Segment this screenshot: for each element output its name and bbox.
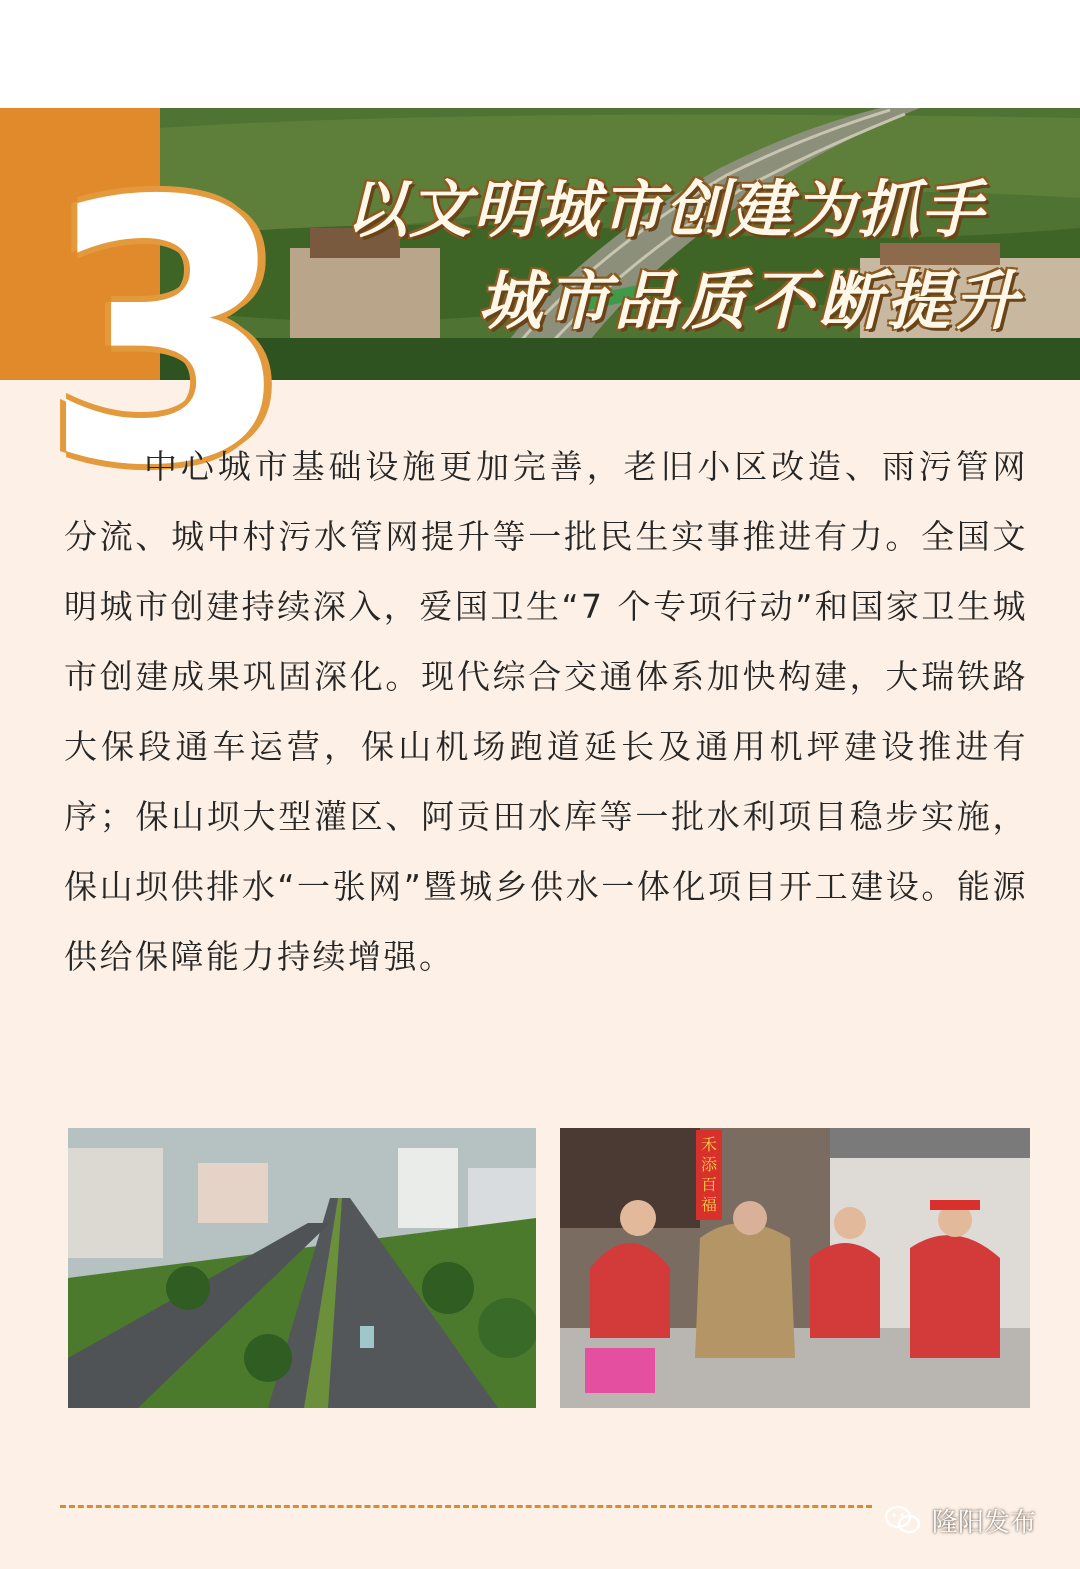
watermark (884, 1500, 1036, 1540)
couplet-char-3: 百 (700, 1175, 718, 1194)
section-number: 3 (42, 125, 283, 544)
wechat-icon (884, 1505, 922, 1535)
couplet-char-1: 禾 (700, 1135, 718, 1154)
volunteers-illustration (560, 1128, 1030, 1408)
couplet-char-4: 福 (700, 1195, 718, 1214)
watermark-text: 隆阳发布 (932, 1507, 1037, 1538)
banner-title-line-2: 城市品质不断提升 (478, 264, 1022, 339)
couplet-char-2: 添 (700, 1155, 718, 1174)
footer-dashed-divider (60, 1505, 872, 1508)
road-photo (68, 1128, 536, 1408)
banner-title-line-1: 以文明城市创建为抓手 (345, 173, 986, 246)
road-illustration (68, 1128, 536, 1408)
article-paragraph: 中心城市基础设施更加完善，老旧小区改造、雨污管网分流、城中村污水管网提升等一批民生实事推进有力。全国文明城市创建持续深入，爱国卫生“7 个专项行动”和国家卫生城市创建成果巩固深化。现代综合交通体系加快构建，大瑞铁路大保段通车运营，保山机场跑道延长及通用机坪建设推进有序；保山坝大型灌区、阿贡田水库等一批水利项目稳步实施，保山坝供排水“一张网”暨城乡供水一体化项目开工建设。能源供给保障能力持续增强。 (64, 447, 1028, 976)
volunteers-photo (560, 1128, 1030, 1408)
top-white-band (0, 0, 1080, 108)
